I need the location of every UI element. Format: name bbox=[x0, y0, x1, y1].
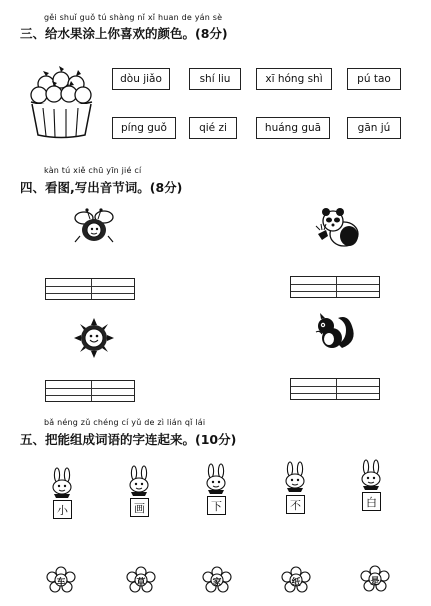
fruit-label-box: dòu jiǎo bbox=[112, 68, 170, 90]
section3-pinyin: gěi shuǐ guǒ tú shàng nǐ xǐ huan de yán sè bbox=[44, 13, 223, 22]
fruit-basket-icon bbox=[26, 62, 96, 142]
fruit-label-box: shí liu bbox=[189, 68, 241, 90]
panda-icon bbox=[316, 208, 362, 248]
bottom-char-label: 是 bbox=[370, 577, 380, 587]
squirrel-icon bbox=[312, 312, 358, 352]
top-char-box[interactable]: 不 bbox=[286, 495, 305, 514]
bottom-char-flower[interactable] bbox=[46, 567, 76, 593]
sun-icon bbox=[74, 318, 114, 358]
top-char-box[interactable]: 下 bbox=[207, 496, 226, 515]
top-char-box[interactable]: 小 bbox=[53, 500, 72, 519]
bottom-char-flower[interactable] bbox=[126, 567, 156, 593]
pinyin-writing-grid[interactable] bbox=[45, 278, 135, 300]
rabbit-icon bbox=[126, 466, 152, 496]
pinyin-writing-grid[interactable] bbox=[45, 380, 135, 402]
bottom-char-label: 草 bbox=[136, 578, 146, 588]
fruit-label-box: píng guǒ bbox=[112, 117, 176, 139]
bottom-char-flower[interactable] bbox=[281, 567, 311, 593]
rabbit-icon bbox=[203, 464, 229, 494]
top-char-box[interactable]: 白 bbox=[362, 492, 381, 511]
bottom-char-label: 纸 bbox=[291, 578, 301, 588]
fruit-label-box: xī hóng shì bbox=[256, 68, 332, 90]
fruit-label-box: huáng guā bbox=[256, 117, 330, 139]
section3-heading: 三、给水果涂上你喜欢的颜色。(8分) bbox=[20, 26, 228, 41]
bottom-char-flower[interactable] bbox=[360, 566, 390, 592]
bottom-char-label: 家 bbox=[212, 578, 222, 588]
bottom-char-flower[interactable] bbox=[202, 567, 232, 593]
top-char-box[interactable]: 画 bbox=[130, 498, 149, 517]
bottom-char-label: 车 bbox=[56, 578, 66, 588]
pinyin-writing-grid[interactable] bbox=[290, 276, 380, 298]
section5-pinyin: bǎ néng zǔ chéng cí yǔ de zì lián qǐ lái bbox=[44, 418, 206, 427]
rabbit-icon bbox=[49, 468, 75, 498]
fruit-label-box: gān jú bbox=[347, 117, 401, 139]
bee-icon bbox=[72, 206, 116, 246]
section5-heading: 五、把能组成词语的字连起来。(10分) bbox=[20, 432, 237, 447]
rabbit-icon bbox=[358, 460, 384, 490]
section4-pinyin: kàn tú xiě chū yīn jié cí bbox=[44, 166, 142, 175]
fruit-label-box: pú tao bbox=[347, 68, 401, 90]
pinyin-writing-grid[interactable] bbox=[290, 378, 380, 400]
section4-heading: 四、看图,写出音节词。(8分) bbox=[20, 180, 183, 195]
fruit-label-box: qié zi bbox=[189, 117, 237, 139]
rabbit-icon bbox=[282, 462, 308, 492]
